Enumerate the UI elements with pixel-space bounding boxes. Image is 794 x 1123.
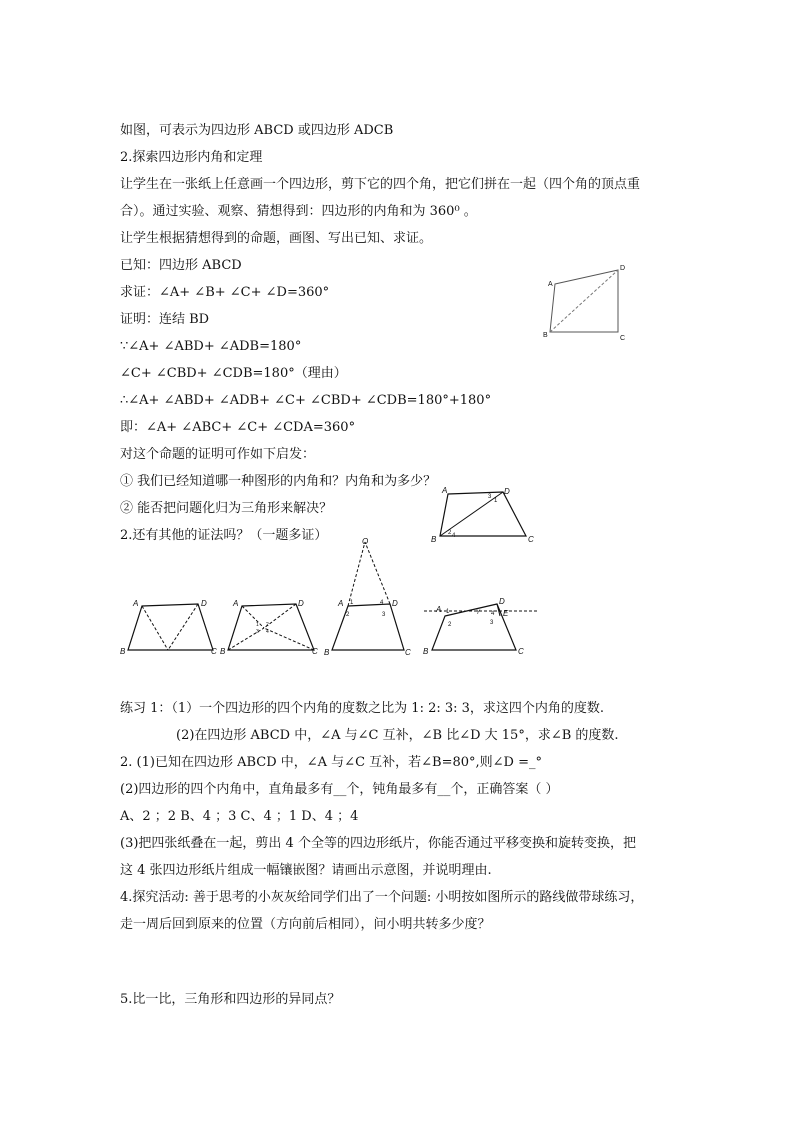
dashed-to-a bbox=[242, 606, 264, 628]
other-proofs-heading: 2.还有其他的证法吗？（一题多证） bbox=[120, 528, 328, 543]
label-c: C bbox=[405, 648, 411, 657]
figure-trapezoid-parallel-line bbox=[420, 590, 545, 658]
label-c: C bbox=[312, 647, 318, 656]
text-line-3: 让学生在一张纸上任意画一个四边形，剪下它的四个角，把它们拼在一起（四个角的顶点重 bbox=[120, 177, 641, 192]
trapezoid-outline bbox=[332, 604, 404, 650]
label-o: O bbox=[362, 537, 369, 546]
trapezoid-outline bbox=[228, 604, 314, 650]
label-c: C bbox=[518, 647, 524, 656]
label-a: A bbox=[436, 605, 442, 614]
dashed-line-a bbox=[142, 606, 168, 650]
dashed-to-d bbox=[264, 604, 296, 628]
figure-trapezoid-apex-o bbox=[322, 534, 422, 658]
angle-4: 4 bbox=[452, 533, 456, 539]
angle-3: 3 bbox=[488, 494, 492, 500]
angle-3: 3 bbox=[256, 629, 259, 635]
label-b: B bbox=[423, 647, 429, 656]
angle-1: 1 bbox=[446, 609, 450, 615]
label-c: C bbox=[620, 335, 626, 342]
exercise-2-part-2: (2)四边形的四个内角中，直角最多有__个，钝角最多有__个，正确答案（ ） bbox=[120, 782, 559, 797]
angle-3: 3 bbox=[382, 612, 386, 618]
hint-2: ② 能否把问题化归为三角形来解决？ bbox=[120, 501, 333, 516]
proof-line: 证明：连结 BD bbox=[120, 312, 210, 327]
proof-step-1: ∵∠A+ ∠ABD+ ∠ADB=180° bbox=[120, 339, 302, 354]
exercise-1-part-1: 练习 1：（1）一个四边形的四个内角的度数之比为 1: 2: 3: 3，求这四个内角的度数. bbox=[120, 701, 605, 716]
exercise-1-part-2: (2)在四边形 ABCD 中，∠A 与∠C 互补，∠B 比∠D 大 15°，求∠B 的度数. bbox=[176, 728, 619, 743]
label-d: D bbox=[504, 487, 510, 496]
angle-2: 2 bbox=[448, 622, 452, 628]
proof-step-3: ∴∠A+ ∠ABD+ ∠ADB+ ∠C+ ∠CBD+ ∠CDB=180°+180° bbox=[120, 393, 492, 408]
figure-trapezoid-diagonal bbox=[428, 486, 538, 544]
label-b: B bbox=[324, 648, 330, 657]
label-b: B bbox=[120, 647, 126, 656]
hint-intro: 对这个命题的证明可作如下启发： bbox=[120, 447, 316, 462]
angle-2: 2 bbox=[448, 530, 452, 536]
label-e: E bbox=[503, 609, 509, 618]
label-a: A bbox=[442, 486, 448, 495]
activity-4: 4.探究活动: 善于思考的小灰灰给同学们出了一个问题: 小明按如图所示的路线做带球练习， bbox=[120, 890, 644, 905]
proof-step-4: 即：∠A+ ∠ABC+ ∠C+ ∠CDA=360° bbox=[120, 420, 356, 435]
diagonal-bd bbox=[550, 270, 618, 332]
label-c: C bbox=[528, 535, 534, 544]
hint-1: ① 我们已经知道哪一种图形的内角和？内角和为多少？ bbox=[120, 474, 437, 489]
proof-step-2: ∠C+ ∠CBD+ ∠CDB=180°（理由） bbox=[120, 366, 347, 381]
label-d: D bbox=[201, 599, 207, 608]
trapezoid-outline bbox=[440, 492, 526, 536]
exercise-2-options: A、2 ；2 B、4 ；3 C、4 ；1 D、4 ；4 bbox=[120, 809, 359, 824]
exercise-2-part-3-cont: 这 4 张四边形纸片组成一幅镶嵌图？请画出示意图，并说明理由. bbox=[120, 863, 492, 878]
label-y: Y bbox=[476, 610, 481, 616]
trapezoid-outline bbox=[128, 604, 213, 650]
angle-2: 2 bbox=[346, 612, 350, 618]
compare-question: 5.比一比，三角形和四边形的异同点？ bbox=[120, 992, 341, 1007]
label-a: A bbox=[548, 281, 553, 288]
angle-1: 1 bbox=[494, 498, 498, 504]
text-line-4: 合）。通过实验、观察、猜想得到：四边形的内角和为 360⁰ 。 bbox=[120, 204, 477, 219]
label-a: A bbox=[133, 599, 139, 608]
to-prove-line: 求证：∠A+ ∠B+ ∠C+ ∠D=360° bbox=[120, 285, 330, 300]
label-c: C bbox=[211, 647, 217, 656]
figure-quadrilateral-abcd bbox=[540, 262, 630, 344]
angle-1: 1 bbox=[350, 600, 354, 606]
figure-trapezoid-interior-point bbox=[218, 594, 323, 656]
angle-4: 4 bbox=[380, 600, 384, 606]
label-b: B bbox=[431, 535, 437, 544]
label-d: D bbox=[298, 599, 304, 608]
label-d: D bbox=[499, 597, 505, 606]
exercise-2-part-1: 2. (1)已知在四边形 ABCD 中，∠A 与∠C 互补，若∠B=80°,则∠D =_° bbox=[120, 755, 543, 770]
angle-3: 3 bbox=[490, 620, 494, 626]
label-d: D bbox=[620, 265, 626, 272]
label-a: A bbox=[338, 599, 344, 608]
text-line-5: 让学生根据猜想得到的命题，画图、写出已知、求证。 bbox=[120, 231, 433, 246]
label-d: D bbox=[392, 599, 398, 608]
angle-4: 4 bbox=[266, 629, 269, 635]
angle-2: 2 bbox=[266, 622, 269, 628]
exercise-2-part-3: (3)把四张纸叠在一起，剪出 4 个全等的四边形纸片，你能否通过平移变换和旋转变换，把 bbox=[120, 836, 636, 851]
angle-1: 1 bbox=[256, 622, 259, 628]
label-b: B bbox=[220, 647, 226, 656]
activity-4-cont: 走一周后回到原来的位置（方向前后相同），问小明共转多少度？ bbox=[120, 917, 491, 932]
figure-trapezoid-point-on-bc bbox=[118, 594, 218, 656]
label-a: A bbox=[233, 599, 239, 608]
angle-4: 4 bbox=[491, 611, 495, 617]
extension-dc bbox=[365, 542, 390, 604]
label-b: B bbox=[543, 332, 548, 339]
dashed-line-d bbox=[168, 604, 198, 650]
extension-ab bbox=[348, 542, 365, 606]
text-line-1: 如图，可表示为四边形 ABCD 或四边形 ADCB bbox=[120, 123, 394, 138]
given-line: 已知：四边形 ABCD bbox=[120, 258, 242, 273]
section-heading-2: 2.探索四边形内角和定理 bbox=[120, 150, 263, 165]
